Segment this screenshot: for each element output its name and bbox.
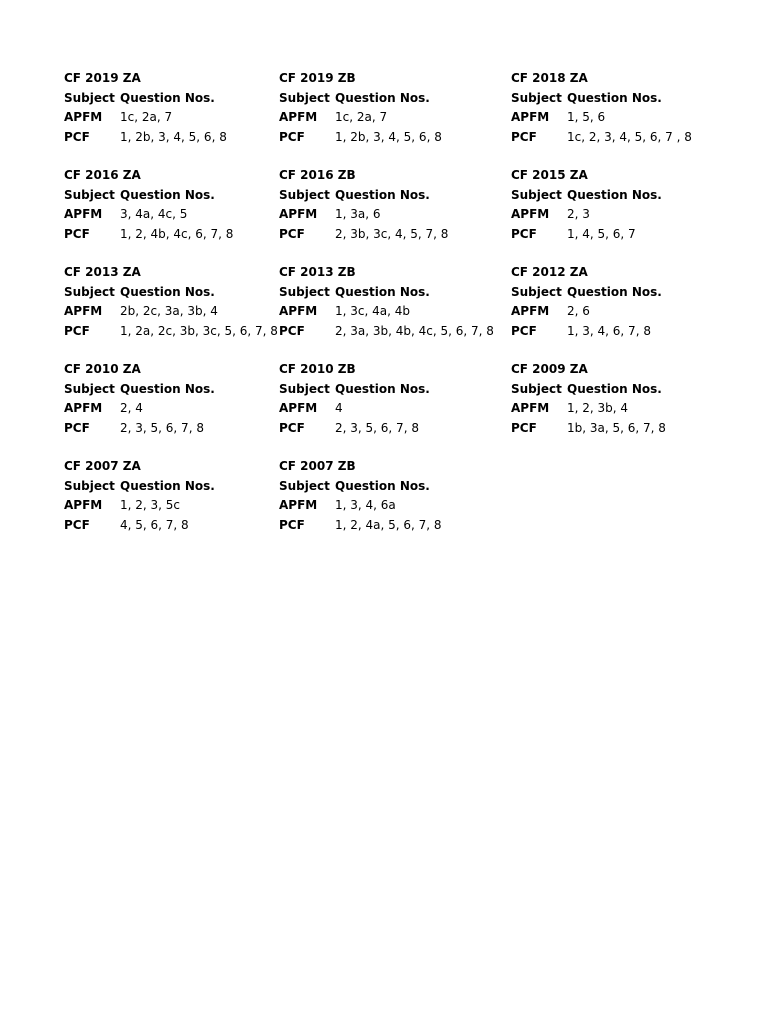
exam-block-title: CF 2016 ZB	[279, 168, 356, 182]
exam-block	[279, 263, 519, 341]
question-numbers: 1, 4, 5, 6, 7	[567, 226, 636, 241]
subject-code: APFM	[279, 304, 318, 318]
question-numbers: 1, 2, 4b, 4c, 6, 7, 8	[120, 226, 234, 241]
column-header-row	[511, 380, 751, 400]
subject-code: APFM	[64, 207, 103, 221]
subject-code: APFM	[279, 207, 318, 221]
question-numbers: 1, 2b, 3, 4, 5, 6, 8	[120, 129, 227, 144]
subject-row	[64, 496, 304, 516]
subject-header: Subject	[511, 90, 562, 105]
subject-row	[279, 516, 519, 536]
subject-row	[511, 128, 751, 148]
question-nos-header: Question Nos.	[567, 284, 662, 299]
column-header-row	[511, 89, 751, 109]
subject-row	[279, 225, 519, 245]
subject-header: Subject	[279, 284, 330, 299]
column-header-row	[511, 186, 751, 206]
question-nos-header: Question Nos.	[120, 478, 215, 493]
exam-block	[279, 457, 519, 535]
exam-block	[511, 166, 751, 244]
question-nos-header: Question Nos.	[335, 284, 430, 299]
question-nos-header: Question Nos.	[335, 90, 430, 105]
question-numbers: 1c, 2a, 7	[335, 110, 388, 124]
subject-row	[64, 399, 304, 419]
subject-code: PCF	[279, 129, 305, 144]
column-header-row	[64, 380, 304, 400]
subject-code: APFM	[64, 110, 103, 124]
subject-row	[279, 205, 519, 225]
question-nos-header: Question Nos.	[335, 381, 430, 396]
subject-code: APFM	[64, 304, 103, 318]
subject-row	[64, 128, 304, 148]
exam-block	[279, 166, 519, 244]
subject-row	[279, 399, 519, 419]
subject-code: APFM	[279, 401, 318, 415]
question-numbers: 1, 2b, 3, 4, 5, 6, 8	[335, 129, 442, 144]
subject-code: APFM	[511, 304, 550, 318]
exam-block-title: CF 2013 ZA	[64, 265, 141, 279]
question-numbers: 2, 3, 5, 6, 7, 8	[335, 420, 419, 435]
question-numbers: 2, 3, 5, 6, 7, 8	[120, 420, 204, 435]
column-header-row	[64, 477, 304, 497]
subject-header: Subject	[511, 284, 562, 299]
exam-block	[64, 263, 304, 341]
subject-header: Subject	[279, 478, 330, 493]
subject-header: Subject	[279, 90, 330, 105]
subject-header: Subject	[64, 90, 115, 105]
exam-block	[511, 263, 751, 341]
question-nos-header: Question Nos.	[120, 187, 215, 202]
subject-row	[279, 108, 519, 128]
subject-row	[64, 205, 304, 225]
question-numbers: 1, 3, 4, 6a	[335, 498, 396, 512]
subject-code: APFM	[279, 110, 318, 124]
subject-code: PCF	[64, 323, 90, 338]
question-nos-header: Question Nos.	[567, 187, 662, 202]
subject-code: PCF	[64, 517, 90, 532]
subject-row	[64, 419, 304, 439]
question-numbers: 1, 3a, 6	[335, 207, 381, 221]
subject-row	[64, 302, 304, 322]
subject-code: APFM	[64, 401, 103, 415]
subject-header: Subject	[64, 284, 115, 299]
subject-header: Subject	[279, 187, 330, 202]
exam-block-title: CF 2007 ZA	[64, 459, 141, 473]
question-numbers: 1, 2, 4a, 5, 6, 7, 8	[335, 517, 442, 532]
question-numbers: 1, 3c, 4a, 4b	[335, 304, 410, 318]
subject-code: APFM	[511, 207, 550, 221]
exam-block	[64, 166, 304, 244]
question-nos-header: Question Nos.	[120, 381, 215, 396]
subject-code: APFM	[511, 110, 550, 124]
exam-block	[64, 360, 304, 438]
question-numbers: 2, 3a, 3b, 4b, 4c, 5, 6, 7, 8	[335, 323, 494, 338]
exam-block-title: CF 2016 ZA	[64, 168, 141, 182]
question-numbers: 2, 4	[120, 401, 143, 415]
exam-block-title: CF 2012 ZA	[511, 265, 588, 279]
question-nos-header: Question Nos.	[567, 381, 662, 396]
column-header-row	[279, 477, 519, 497]
exam-block-title: CF 2019 ZA	[64, 71, 141, 85]
exam-block	[279, 360, 519, 438]
subject-code: PCF	[64, 420, 90, 435]
question-numbers: 1, 5, 6	[567, 110, 606, 124]
question-numbers: 1, 2a, 2c, 3b, 3c, 5, 6, 7, 8	[120, 323, 278, 338]
exam-block-title: CF 2015 ZA	[511, 168, 588, 182]
exam-block-title: CF 2009 ZA	[511, 362, 588, 376]
column-header-row	[279, 380, 519, 400]
exam-block-title: CF 2010 ZB	[279, 362, 356, 376]
subject-row	[511, 225, 751, 245]
question-nos-header: Question Nos.	[120, 90, 215, 105]
subject-header: Subject	[279, 381, 330, 396]
question-nos-header: Question Nos.	[120, 284, 215, 299]
column-header-row	[64, 89, 304, 109]
subject-code: PCF	[511, 226, 537, 241]
column-header-row	[279, 186, 519, 206]
subject-row	[511, 108, 751, 128]
exam-block	[64, 457, 304, 535]
subject-row	[279, 322, 519, 342]
question-numbers: 4, 5, 6, 7, 8	[120, 517, 189, 532]
subject-row	[279, 419, 519, 439]
subject-header: Subject	[511, 381, 562, 396]
exam-block	[279, 69, 519, 147]
exam-block-title: CF 2007 ZB	[279, 459, 356, 473]
subject-row	[511, 419, 751, 439]
exam-block-title: CF 2010 ZA	[64, 362, 141, 376]
subject-header: Subject	[64, 478, 115, 493]
column-header-row	[64, 186, 304, 206]
question-numbers: 2, 3	[567, 207, 590, 221]
question-numbers: 2, 3b, 3c, 4, 5, 7, 8	[335, 226, 449, 241]
subject-row	[279, 128, 519, 148]
question-numbers: 1, 2, 3b, 4	[567, 401, 629, 415]
question-nos-header: Question Nos.	[335, 478, 430, 493]
question-numbers: 1c, 2a, 7	[120, 110, 173, 124]
exam-block	[511, 360, 751, 438]
subject-row	[64, 322, 304, 342]
question-nos-header: Question Nos.	[335, 187, 430, 202]
subject-code: PCF	[511, 129, 537, 144]
subject-code: PCF	[64, 129, 90, 144]
question-numbers: 4	[335, 401, 343, 415]
question-numbers: 1b, 3a, 5, 6, 7, 8	[567, 420, 666, 435]
exam-block	[511, 69, 751, 147]
column-header-row	[279, 89, 519, 109]
exam-block-title: CF 2018 ZA	[511, 71, 588, 85]
subject-row	[279, 302, 519, 322]
question-numbers: 2, 6	[567, 304, 590, 318]
question-numbers: 1, 2, 3, 5c	[120, 498, 181, 512]
subject-code: APFM	[511, 401, 550, 415]
subject-header: Subject	[64, 187, 115, 202]
subject-code: APFM	[64, 498, 103, 512]
subject-header: Subject	[64, 381, 115, 396]
column-header-row	[279, 283, 519, 303]
subject-row	[511, 322, 751, 342]
subject-header: Subject	[511, 187, 562, 202]
question-numbers: 2b, 2c, 3a, 3b, 4	[120, 304, 218, 318]
subject-row	[511, 399, 751, 419]
question-numbers: 1c, 2, 3, 4, 5, 6, 7 , 8	[567, 129, 692, 144]
column-header-row	[511, 283, 751, 303]
subject-row	[64, 108, 304, 128]
subject-row	[279, 496, 519, 516]
subject-row	[64, 516, 304, 536]
subject-code: PCF	[511, 323, 537, 338]
subject-code: PCF	[511, 420, 537, 435]
question-numbers: 3, 4a, 4c, 5	[120, 207, 188, 221]
exam-block	[64, 69, 304, 147]
subject-row	[511, 302, 751, 322]
subject-code: PCF	[279, 420, 305, 435]
question-numbers: 1, 3, 4, 6, 7, 8	[567, 323, 651, 338]
exam-block-title: CF 2019 ZB	[279, 71, 356, 85]
question-nos-header: Question Nos.	[567, 90, 662, 105]
subject-code: PCF	[64, 226, 90, 241]
subject-code: PCF	[279, 323, 305, 338]
subject-row	[64, 225, 304, 245]
subject-row	[511, 205, 751, 225]
subject-code: PCF	[279, 517, 305, 532]
subject-code: APFM	[279, 498, 318, 512]
subject-code: PCF	[279, 226, 305, 241]
column-header-row	[64, 283, 304, 303]
exam-block-title: CF 2013 ZB	[279, 265, 356, 279]
